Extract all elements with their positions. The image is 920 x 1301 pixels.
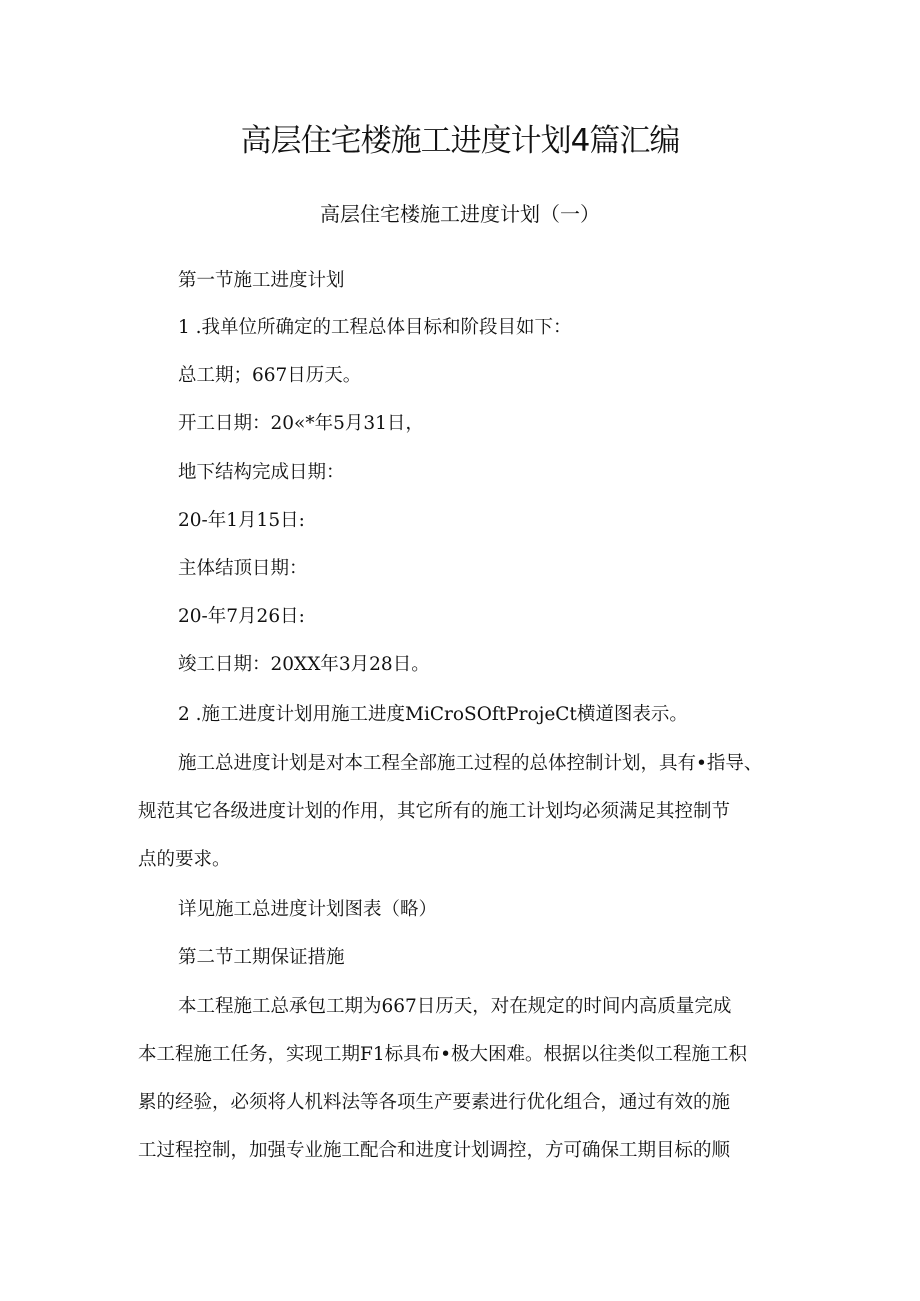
paragraph-line: 详见施工总进度计划图表（略） [178,899,438,920]
paragraph-line: 20-年1月15日: [178,510,305,531]
paragraph-line: 累的经验，必须将人机料法等各项生产要素进行优化组合，通过有效的施 [138,1092,731,1113]
section-heading: 第一节施工进度计划 [178,270,345,291]
paragraph-line: 总工期；667日历天。 [178,365,362,386]
section-heading: 第二节工期保证措施 [178,947,345,968]
list-item: 2 .施工进度计划用施工进度MiCroSOftProjeCt横道图表示。 [178,704,688,725]
paragraph-line: 竣工日期：20XX年3月28日。 [178,654,430,675]
paragraph-line: 规范其它各级进度计划的作用，其它所有的施工计划均必须满足其控制节 [138,801,731,822]
paragraph-line: 20-年7月26日: [178,606,305,627]
paragraph-line: 主体结顶日期： [178,558,308,579]
list-item: 1 .我单位所确定的工程总体目标和阶段目如下： [178,317,572,338]
paragraph-line: 点的要求。 [138,849,231,870]
paragraph-line: 施工总进度计划是对本工程全部施工过程的总体控制计划，具有•指导、 [178,753,763,774]
paragraph-line: 本工程施工任务，实现工期F1标具布•极大困难。根据以往类似工程施工积 [138,1044,748,1065]
document-subtitle: 高层住宅楼施工进度计划（一） [320,202,600,226]
paragraph-line: 工过程控制，加强专业施工配合和进度计划调控，方可确保工期目标的顺 [138,1140,731,1161]
paragraph-line: 开工日期：20«*年5月31日， [178,413,424,434]
paragraph-line: 地下结构完成日期： [178,462,345,483]
document-title: 高层住宅楼施工进度计划4篇汇编 [240,123,680,159]
paragraph-line: 本工程施工总承包工期为667日历天，对在规定的时间内高质量完成 [178,996,732,1017]
